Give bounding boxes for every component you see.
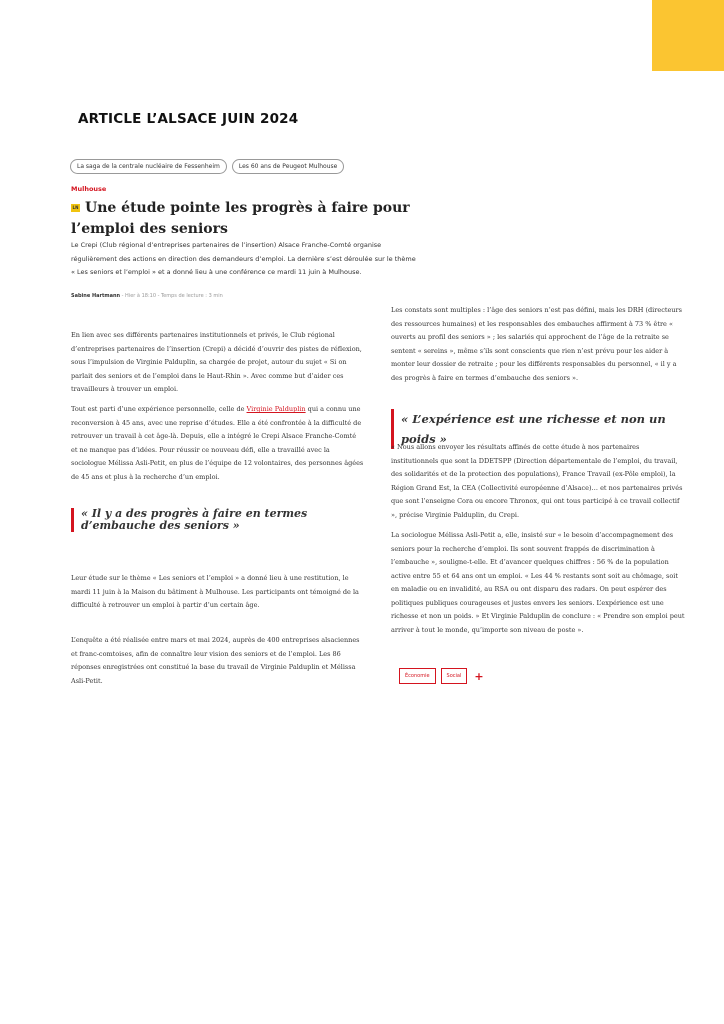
article-tags: [399, 668, 484, 684]
right-paragraph-2: « Nous allons envoyer les résultats affinés de cette étude à nos partenaires institutionnels que sont la DDETSPP (Direction départementale de l’emploi, du travail, des solidarités et de la protection des populations), France Travail (ex-Pôle emploi), la Région Grand Est, la CEA (Collectivité européenne d’Alsace)… et nos partenaires privés que sont l’enseigne Cora ou encore Thronox, qui ont tous participé à ce travail collectif », précise Virginie Palduplin, du Crepi.: [391, 443, 683, 519]
section-label[interactable]: Mulhouse: [71, 185, 107, 193]
tag-peugeot[interactable]: Les 60 ans de Peugeot Mulhouse: [232, 159, 345, 174]
topic-tags-bar: [70, 159, 344, 174]
virginie-palduplin-link[interactable]: Virginie Palduplin: [246, 405, 306, 413]
add-tag-icon[interactable]: +: [474, 669, 484, 683]
corner-accent-block: [652, 0, 724, 71]
page-title: ARTICLE L’ALSACE JUIN 2024: [78, 111, 299, 127]
article-headline: [71, 198, 416, 240]
tag-fessenheim[interactable]: La saga de la centrale nucléaire de Fessenheim: [70, 159, 227, 174]
left-p2-start: Tout est parti d’une expérience personnelle, celle de: [71, 405, 247, 413]
byline: [71, 293, 223, 299]
right-paragraph-1: Les constats sont multiples : l’âge des seniors n’est pas défini, mais les DRH (directeurs des ressources humaines) et les responsables des embauches affirment à 73 % être « ouverts au profil des seniors » ; les salariés qui approchent de l’âge de la retraite se sentent « sereins », même s’ils sont conscients que rien n’est prévu pour les aider à monter leur dossier de retraite ; pour les différents responsables du personnel, « il y a des progrès à faire en termes d’embauche des seniors ».: [391, 306, 682, 382]
author-name[interactable]: Sabine Hartmann: [71, 293, 121, 299]
left-p2-end: qui a connu une reconversion à 45 ans, avec une reprise d’études. Elle a été confrontée à la difficulté de retrouver un travail à cet âge-là. Depuis, elle a intégré le Crepi Alsace Franche-Comté et ne manque pas d’idées. Pour réussir ce nouveau défi, elle a travaillé avec la sociologue Mélissa Asli-Petit, en plus de l’équipe de 12 volontaires, des personnes âgées de 45 ans et plus à la recherche d’un emploi.: [71, 405, 364, 481]
left-paragraph-2: [71, 403, 364, 484]
badge-icon: LN: [72, 205, 79, 210]
pull-quote-left: « Il y a des progrès à faire en termes d’embauche des seniors »: [71, 508, 371, 532]
pull-quote-right: « L’expérience est une richesse et non un poids »: [391, 409, 691, 449]
tag-social[interactable]: Social: [441, 668, 468, 684]
left-paragraph-4: L’enquête a été réalisée entre mars et mai 2024, auprès de 400 entreprises alsaciennes et franc-comtoises, afin de connaître leur vision des seniors et de l’emploi. Les 86 réponses enregistrées ont constitué la base du travail de Virginie Palduplin et Mélissa Asli-Petit.: [71, 636, 360, 685]
right-paragraph-3: La sociologue Mélissa Asli-Petit a, elle, insisté sur « le besoin d’accompagnement des seniors pour la recherche d’emploi. Ils sont souvent frappés de discrimination à l’embauche », souligne-t-elle. Et d’avancer quelques chiffres : 56 % de la population active entre 55 et 64 ans ont un emploi. « Les 44 % restants sont soit au chômage, soit en maladie ou en invalidité, au RSA ou ont disparu des radars. On peut espérer des politiques publiques courageuses et justes envers les seniors. L’expérience est une richesse et non un poids. » Et Virginie Palduplin de conclure : « Prendre son emploi peut arriver à tout le monde, qu’importe son niveau de poste ».: [391, 531, 685, 634]
left-paragraph-3: Leur étude sur le thème « Les seniors et l’emploi » a donné lieu à une restitution, le mardi 11 juin à la Maison du bâtiment à Mulhouse. Les participants ont témoigné de la difficulté à retrouver un emploi à partir d’un certain âge.: [71, 574, 359, 609]
tag-economie[interactable]: Économie: [399, 668, 436, 684]
left-paragraph-1: En lien avec ses différents partenaires institutionnels et privés, le Club régional d’entreprises partenaires de l’insertion (Crepi) a décidé d’ouvrir des pistes de réflexion, sous l’impulsion de Virginie Palduplin, sa chargée de projet, autour du sujet « Si on parlait des seniors et de l’emploi dans le Haut-Rhin ». Avec comme but d’aider ces travailleurs à trouver un emploi.: [71, 331, 362, 393]
headline-text: Une étude pointe les progrès à faire pour l’emploi des seniors: [71, 200, 410, 237]
byline-meta: - Hier à 18:10 - Temps de lecture : 3 min: [120, 293, 223, 299]
article-chapeau: Le Crepi (Club régional d’entreprises partenaires de l’insertion) Alsace Franche-Comté organise régulièrement des actions en direction des demandeurs d’emploi. La dernière s’est déroulée sur le thème « Les seniors et l’emploi » et a donné lieu à une conférence ce mardi 11 juin à Mulhouse.: [71, 241, 416, 276]
